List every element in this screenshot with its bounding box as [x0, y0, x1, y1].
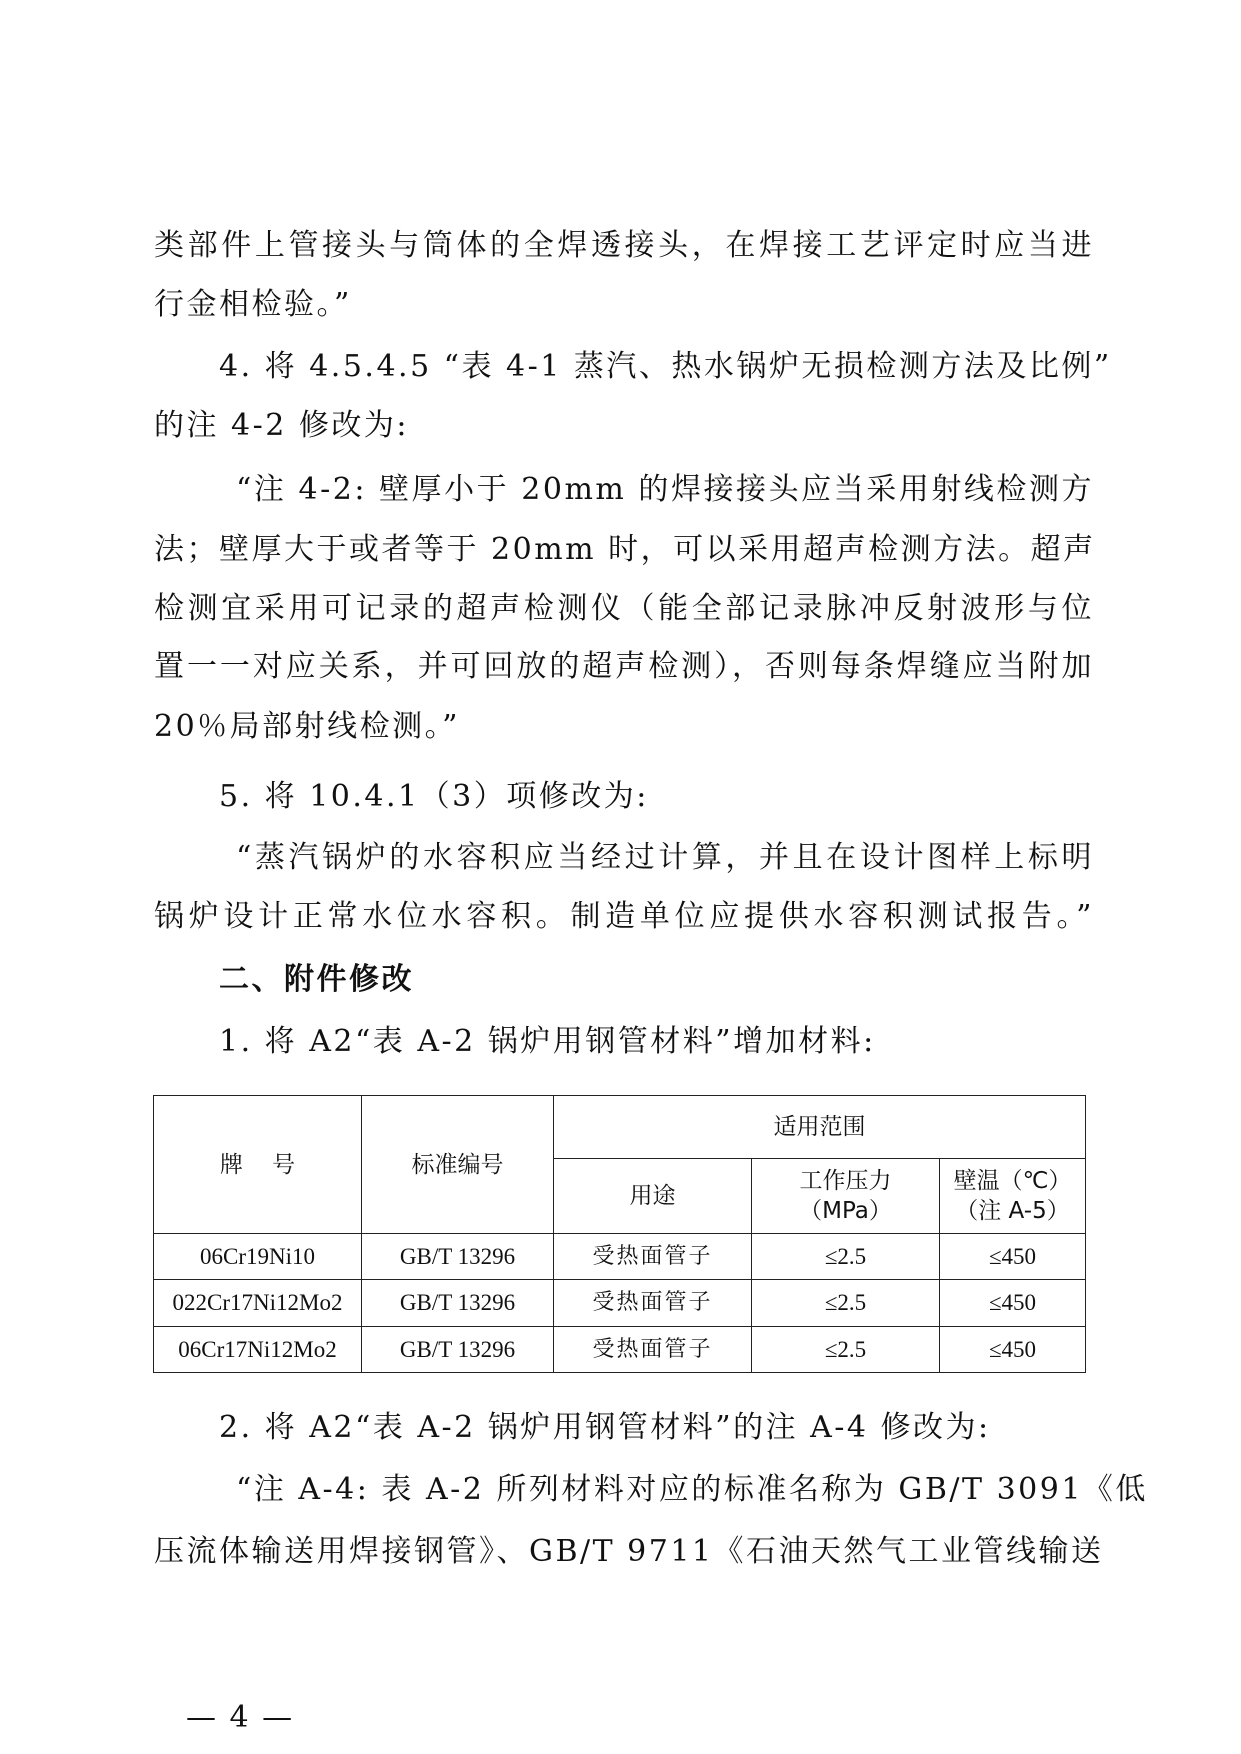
paragraph-line: 2. 将 A2“表 A-2 锅炉用钢管材料”的注 A-4 修改为: — [219, 1410, 991, 1445]
paragraph-line: 压流体输送用焊接钢管》、GB/T 9711《石油天然气工业管线输送 — [154, 1534, 1104, 1569]
table-row — [154, 1280, 1086, 1327]
cell-pressure: ≤2.5 — [752, 1327, 940, 1373]
paragraph-line: 行金相检验。” — [154, 287, 352, 322]
paragraph-line: 20％局部射线检测。” — [154, 709, 461, 744]
paragraph-line: 5. 将 10.4.1（3）项修改为: — [219, 779, 649, 814]
cell-pressure: ≤2.5 — [752, 1280, 940, 1327]
cell-temp: ≤450 — [940, 1234, 1086, 1280]
paragraph-line: 锅炉设计正常水位水容积。制造单位应提供水容积测试报告。” — [154, 899, 1094, 934]
table-row — [154, 1327, 1086, 1373]
materials-table — [153, 1095, 1086, 1373]
paragraph-line: 检测宜采用可记录的超声检测仪（能全部记录脉冲反射波形与位 — [154, 591, 1094, 626]
header-temp-line2: （注 A-5） — [955, 1198, 1070, 1224]
paragraph-line: 的注 4-2 修改为: — [154, 408, 409, 443]
paragraph-line: 类部件上管接头与筒体的全焊透接头，在焊接工艺评定时应当进 — [154, 228, 1094, 263]
header-pressure-line1: 工作压力 — [799, 1168, 892, 1194]
paragraph-line: 1. 将 A2“表 A-2 锅炉用钢管材料”增加材料: — [219, 1024, 876, 1059]
cell-pressure: ≤2.5 — [752, 1234, 940, 1280]
cell-grade: 06Cr19Ni10 — [154, 1234, 362, 1280]
cell-use: 受热面管子 — [554, 1327, 752, 1373]
paragraph-line: 法；壁厚大于或者等于 20mm 时，可以采用超声检测方法。超声 — [154, 532, 1096, 567]
cell-standard: GB/T 13296 — [362, 1234, 554, 1280]
header-pressure — [752, 1159, 940, 1234]
cell-temp: ≤450 — [940, 1327, 1086, 1373]
header-temp-line1: 壁温（℃） — [953, 1168, 1072, 1194]
header-grade: 牌 号 — [154, 1096, 362, 1234]
cell-standard: GB/T 13296 — [362, 1327, 554, 1373]
header-scope: 适用范围 — [554, 1096, 1086, 1159]
header-pressure-line2: （MPa） — [799, 1198, 892, 1224]
section-heading: 二、附件修改 — [219, 962, 414, 997]
header-standard: 标准编号 — [362, 1096, 554, 1234]
cell-standard: GB/T 13296 — [362, 1280, 554, 1327]
paragraph-line: “注 A-4: 表 A-2 所列材料对应的标准名称为 GB/T 3091《低 — [236, 1472, 1148, 1507]
cell-grade: 06Cr17Ni12Mo2 — [154, 1327, 362, 1373]
paragraph-line: 4. 将 4.5.4.5 “表 4-1 蒸汽、热水锅炉无损检测方法及比例” — [219, 349, 1112, 384]
table-row — [154, 1234, 1086, 1280]
header-temp — [940, 1159, 1086, 1234]
header-use: 用途 — [554, 1159, 752, 1234]
cell-grade: 022Cr17Ni12Mo2 — [154, 1280, 362, 1327]
paragraph-line: “蒸汽锅炉的水容积应当经过计算，并且在设计图样上标明 — [236, 840, 1094, 875]
cell-use: 受热面管子 — [554, 1234, 752, 1280]
cell-use: 受热面管子 — [554, 1280, 752, 1327]
page-number: — 4 — — [186, 1700, 295, 1735]
cell-temp: ≤450 — [940, 1280, 1086, 1327]
paragraph-line: 置一一对应关系，并可回放的超声检测），否则每条焊缝应当附加 — [154, 649, 1094, 684]
paragraph-line: “注 4-2: 壁厚小于 20mm 的焊接接头应当采用射线检测方 — [236, 472, 1094, 507]
